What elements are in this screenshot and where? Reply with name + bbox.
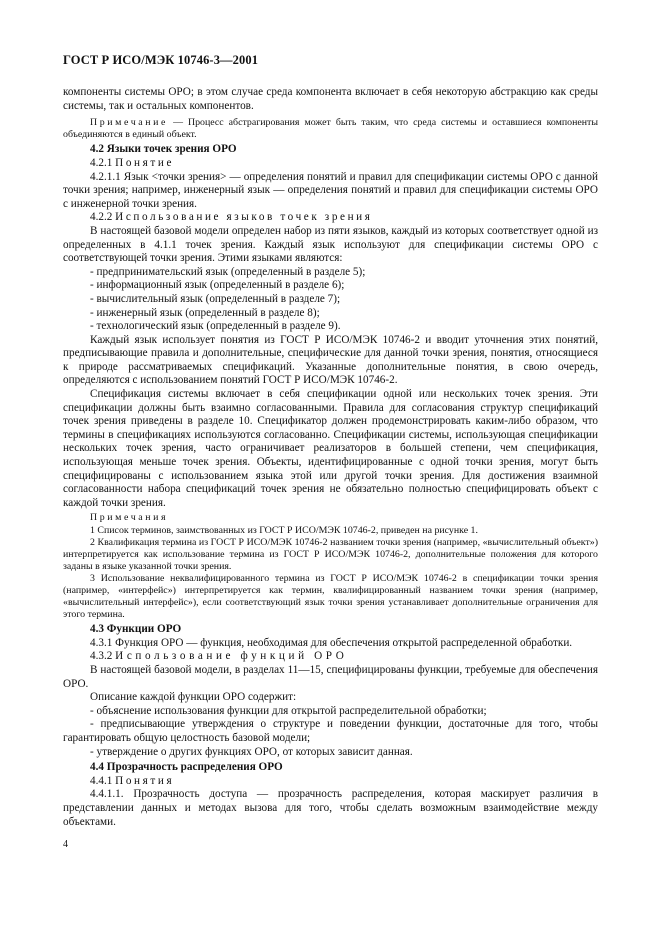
note-item: 1 Список терминов, заимствованных из ГОСТ Р ИСО/МЭК 10746-2, приведен на рисунке 1. xyxy=(90,524,478,536)
subsection-title: Использование языков точек зрения xyxy=(115,211,373,224)
subsection-number: 4.2.1 xyxy=(90,156,116,169)
paragraph: Спецификация системы включает в себя спецификации одной или нескольких точек зрения. Эти спецификации должны быть взаимно согласованными. Правила для согласования структур спецификаций точек зрения приведены в разделе 10. Спецификатор должен продемонстрировать каким-либо образом, что термины в спецификациях используются согласованно. Спецификации системы, использующая спецификации нескольких точек зрения, часто ограничивает реализаторов в большей степени, чем спецификация, использующая меньше точек зрения. Объекты, идентифицированные с одной точки зрения, могут быть специфицированы с использованием языка этой или другой точки зрения. Для достижения взаимной согласованности набора спецификаций точек зрения не обязательно полностью специфицировать объект с каждой точки зрения. xyxy=(63,388,598,509)
note xyxy=(63,117,598,141)
subsection-heading-4-2-2 xyxy=(63,211,598,225)
list-item: - утверждение о других функциях ОРО, от которых зависит данная. xyxy=(90,745,413,758)
subsection-title: Использование функций ОРО xyxy=(115,650,348,663)
paragraph: компоненты системы ОРО; в этом случае среда компонента включает в себя некоторую абстракцию как среды системы, так и остальных компонентов. xyxy=(63,86,598,112)
subsection-title: Понятия xyxy=(115,774,175,787)
paragraph: 4.4.1.1. Прозрачность доступа — прозрачность распределения, которая маскирует различия в представлении данных и методах вызова для того, чтобы сделать возможным взаимодействие между объектами. xyxy=(63,788,598,828)
note-item: 3 Использование неквалифицированного термина из ГОСТ Р ИСО/МЭК 10746-2 в спецификации точки зрения (например, «интерфейс») интерпретируется как термин, квалифицированный названием точки зрения (например, «вычислительный интерфейс»), если соответствующий язык точки зрения устанавливает дополнительные ограничения для этого термина. xyxy=(63,572,598,621)
note-label: Примечание xyxy=(90,117,169,129)
list-item: - технологический язык (определенный в разделе 9). xyxy=(90,320,341,333)
note-item: 2 Квалификация термина из ГОСТ Р ИСО/МЭК 10746-2 названием точки зрения (например, «вычислительный объект») интерпретируется как использование термина из ГОСТ Р ИСО/МЭК 10746-2, дополнительные положения для которого заданы в языке указанной точки зрения. xyxy=(63,536,598,572)
paragraph: Каждый язык использует понятия из ГОСТ Р ИСО/МЭК 10746-2 и вводит уточнения этих понятий, предписывающие правила и дополнительные, специфические для данной точки зрения, понятия, относящиеся к природе рассматриваемых спецификаций. Указанные дополнительные понятия, в свою очередь, определяются с использованием понятий ГОСТ Р ИСО/МЭК 10746-2. xyxy=(63,333,598,387)
subsection-number: 4.3.2 xyxy=(90,650,116,663)
page-header: ГОСТ Р ИСО/МЭК 10746-3—2001 xyxy=(63,53,259,67)
subsection-number: 4.2.2 xyxy=(90,211,116,224)
list-item: - информационный язык (определенный в разделе 6); xyxy=(90,279,345,292)
notes-label: Примечания xyxy=(90,512,169,524)
paragraph: В настоящей базовой модели определен набор из пяти языков, каждый из которых соответствует одной из определенных в 4.1.1 точек зрения. Каждый язык используют для спецификации системы ОРО с соответствующей точки зрения. Этими языками являются: xyxy=(63,224,598,265)
subsection-heading-4-4-1 xyxy=(63,775,598,789)
section-heading-4-3: 4.3 Функции ОРО xyxy=(90,623,182,636)
page-content xyxy=(63,86,598,829)
note-text: — Процесс абстрагирования может быть таким, что среда системы и оставшиеся компоненты объединяются в единый объект. xyxy=(63,117,598,141)
list-item: - предпринимательский язык (определенный в разделе 5); xyxy=(90,265,366,278)
paragraph: Описание каждой функции ОРО содержит: xyxy=(90,691,297,704)
subsection-title: Понятие xyxy=(115,156,175,169)
page-number: 4 xyxy=(63,839,68,850)
list-item: - вычислительный язык (определенный в разделе 7); xyxy=(90,292,341,305)
list-item: - предписывающие утверждения о структуре и поведении функции, достаточные для того, чтобы гарантировать общую целостность базовой модели; xyxy=(63,718,598,744)
list-item: - инженерный язык (определенный в разделе 8); xyxy=(90,306,320,319)
list-item: - объяснение использования функции для открытой распределительной обработки; xyxy=(90,704,487,717)
paragraph: В настоящей базовой модели, в разделах 11—15, специфицированы функции, требуемые для обеспечения ОРО. xyxy=(63,664,598,690)
section-heading-4-2: 4.2 Языки точек зрения ОРО xyxy=(90,143,237,156)
paragraph: 4.3.1 Функция ОРО — функция, необходимая для обеспечения открытой распределенной обработки. xyxy=(90,636,573,649)
notes-heading xyxy=(63,512,598,524)
paragraph: 4.2.1.1 Язык <точки зрения> — определения понятий и правил для спецификации системы ОРО с данной точки зрения; например, инженерный язык — определения понятий и правил для спецификации системы ОРО с инженерной точки зрения. xyxy=(63,170,598,210)
section-heading-4-4: 4.4 Прозрачность распределения ОРО xyxy=(90,761,283,774)
subsection-number: 4.4.1 xyxy=(90,774,116,787)
subsection-heading-4-2-1 xyxy=(63,157,598,171)
subsection-heading-4-3-2 xyxy=(63,650,598,664)
